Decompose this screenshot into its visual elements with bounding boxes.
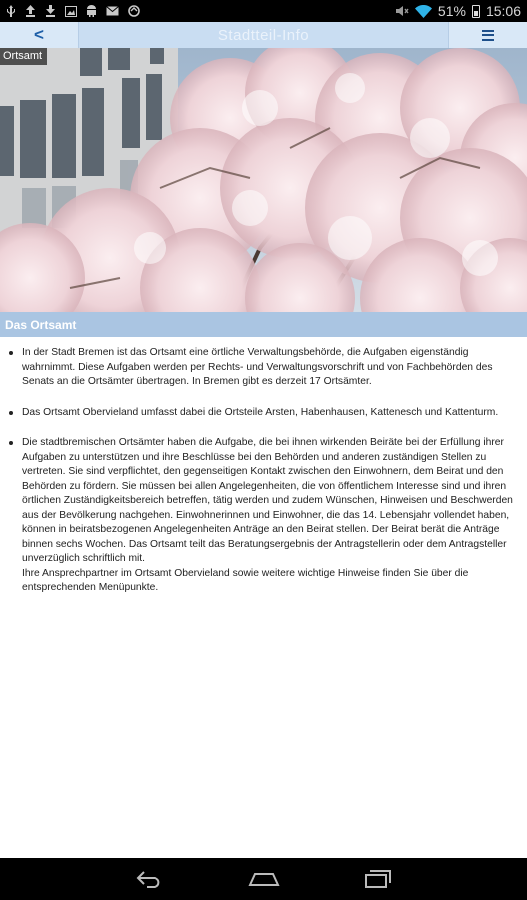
info-content xyxy=(0,346,527,612)
hamburger-icon xyxy=(482,30,494,41)
status-bar xyxy=(0,0,527,22)
cherry-blossom-photo xyxy=(0,48,527,312)
clock: 15:06 xyxy=(485,3,521,19)
section-header: Das Ortsamt xyxy=(0,312,527,337)
nav-home-button[interactable] xyxy=(246,867,282,891)
nav-recents-button[interactable] xyxy=(360,867,396,891)
recents-nav-icon xyxy=(363,869,393,889)
home-nav-icon xyxy=(247,871,281,887)
image-icon xyxy=(65,6,77,17)
list-item-text: Die stadtbremischen Ortsämter haben die Aufgabe, die bei ihnen wirkenden Beiräte bei der Erfüllung ihrer Aufgaben zu unterstützen und ihre Beschlüsse bei den Behörden und anderen zuständigen Stellen zu vertreten. Sie sind verpflichtet, den gegenseitigen Kontakt zwischen den Einwohnern, dem Beirat und den Behörden zu fördern. Sie müssen bei allen Angelegenheiten, die von öffentlichem Interesse sind und ihren örtlichen Zuständigkeitsbereich betreffen, tätig werden und zudem Wünschen, Hinweisen und Beschwerden aus der Bevölkerung nachgehen. Einwohnerinnen und Einwohner, die das 14. Lebensjahr vollendet haben, können in beiratsbezogenen Angelegenheiten Anträge an den Beirat stellen. Der Beirat berät die Anträge binnen sechs Wochen. Das Ortsamt teilt das Beratungsergebnis der Antragstellerin oder dem Antragsteller unverzüglich schriftlich mit. xyxy=(22,437,513,564)
back-nav-icon xyxy=(135,870,165,888)
upload-icon xyxy=(25,5,36,17)
battery-icon xyxy=(472,5,480,18)
list-item xyxy=(22,346,517,390)
battery-percent: 51% xyxy=(437,3,466,19)
list-item-extra-text: Ihre Ansprechpartner im Ortsamt Obervieland sowie weitere wichtige Hinweise finden Sie über die entsprechenden Menüpunkte. xyxy=(22,567,469,593)
download-icon xyxy=(45,5,56,17)
usb-debug-icon xyxy=(6,5,16,17)
screen-title: Stadtteil-Info xyxy=(217,26,310,44)
hero-caption: Ortsamt xyxy=(0,48,47,65)
mute-icon xyxy=(395,5,409,17)
back-button[interactable]: < xyxy=(0,22,79,48)
notification-icons xyxy=(6,5,140,17)
list-item-text: In der Stadt Bremen ist das Ortsamt eine örtliche Verwaltungsbehörde, die Aufgaben eigenständig wahrnimmt. Diese Aufgaben werden per Rechts- und Verwaltungsvorschrift und von Fachbehörden des Senats an die Ortsämter übertragen. In Bremen gibt es derzeit 17 Ortsämter. xyxy=(22,347,493,387)
menu-button[interactable] xyxy=(448,22,527,48)
wifi-icon xyxy=(415,5,432,18)
android-icon xyxy=(86,5,97,17)
list-item-text: Das Ortsamt Obervieland umfasst dabei die Ortsteile Arsten, Habenhausen, Kattenesch und Kattenturm. xyxy=(22,406,499,418)
list-item xyxy=(22,436,517,596)
navigation-bar xyxy=(0,858,527,900)
nav-back-button[interactable] xyxy=(132,867,168,891)
action-bar xyxy=(0,22,527,48)
hero-image xyxy=(0,48,527,312)
list-item xyxy=(22,406,517,421)
system-status xyxy=(395,3,521,19)
mail-icon xyxy=(106,6,119,16)
sync-icon xyxy=(128,5,140,17)
